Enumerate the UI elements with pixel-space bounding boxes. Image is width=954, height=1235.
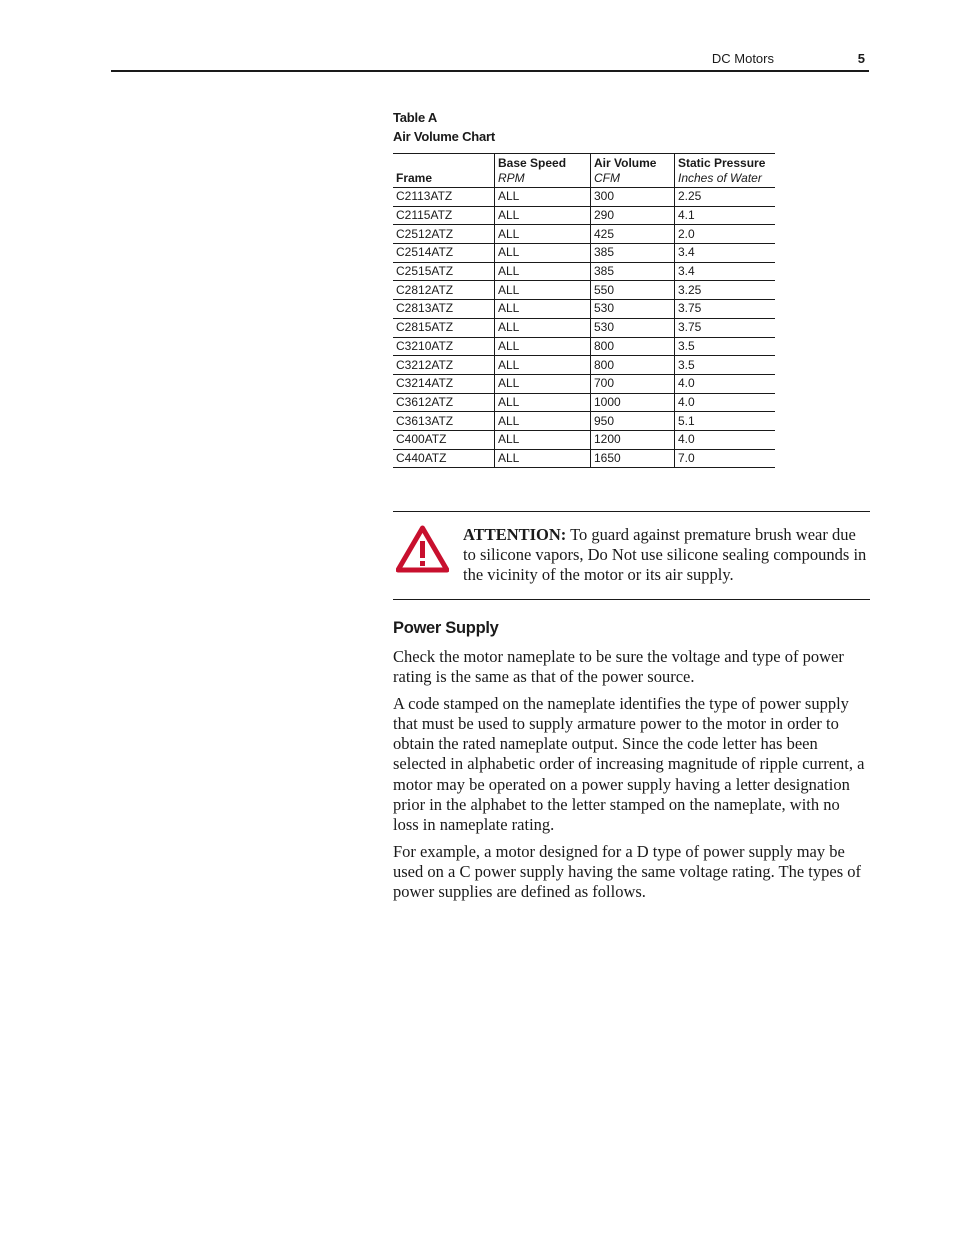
table-cell: 4.1 (675, 206, 776, 225)
table-cell: ALL (495, 281, 591, 300)
table-cell: 300 (591, 188, 675, 207)
table-body (393, 188, 775, 468)
table-cell: 3.25 (675, 281, 776, 300)
table-cell: 1000 (591, 393, 675, 412)
table-cell: 3.5 (675, 356, 776, 375)
paragraph: A code stamped on the nameplate identifies the type of power supply that must be used to supply armature power to the motor in order to obtain the rated nameplate output. Since the code letter has been selected in alphabetic order of increasing magnitude of ripple current, a motor may be operated on a power supply having a letter designation prior in the alphabet to the letter stamped on the nameplate, with no loss in nameplate rating. (393, 693, 865, 835)
column-header-frame (393, 154, 495, 188)
table-cell: C440ATZ (393, 449, 495, 468)
table-cell: 550 (591, 281, 675, 300)
column-header-static-pressure (675, 154, 776, 188)
table-caption-title: Air Volume Chart (393, 129, 496, 144)
table-cell: C2514ATZ (393, 244, 495, 263)
attention-top-rule (393, 511, 870, 512)
table-cell: 1200 (591, 430, 675, 449)
table-cell: 530 (591, 318, 675, 337)
table-cell: ALL (495, 318, 591, 337)
table-cell: ALL (495, 430, 591, 449)
table-row (393, 262, 775, 281)
column-header-label: Frame (396, 171, 433, 185)
table-cell: 5.1 (675, 412, 776, 431)
table-row (393, 281, 775, 300)
column-header-label: Air Volume (594, 156, 657, 170)
air-volume-table (393, 153, 775, 468)
page-number: 5 (857, 51, 865, 66)
attention-label: ATTENTION: (463, 525, 567, 544)
table-cell: 1650 (591, 449, 675, 468)
section-heading: Power Supply (393, 619, 499, 637)
table-cell: 4.0 (675, 430, 776, 449)
table-cell: C2812ATZ (393, 281, 495, 300)
table-cell: ALL (495, 412, 591, 431)
paragraph: Check the motor nameplate to be sure the voltage and type of power rating is the same as that of the power source. (393, 647, 844, 687)
table-cell: ALL (495, 449, 591, 468)
section-body (393, 647, 869, 909)
table-cell: C3210ATZ (393, 337, 495, 356)
table-cell: C400ATZ (393, 430, 495, 449)
table-cell: 2.0 (675, 225, 776, 244)
table-cell: ALL (495, 337, 591, 356)
warning-triangle-icon (396, 525, 449, 573)
table-cell: ALL (495, 244, 591, 263)
column-header-unit: RPM (498, 171, 525, 185)
table-cell: 3.4 (675, 262, 776, 281)
table-cell: 425 (591, 225, 675, 244)
table-cell: ALL (495, 188, 591, 207)
paragraph: For example, a motor designed for a D type of power supply may be used on a C power supply having the same voltage rating. The types of power supplies are defined as follows. (393, 841, 862, 902)
column-header-label: Static Pressure (678, 156, 766, 170)
table-cell: 950 (591, 412, 675, 431)
table-cell: C3612ATZ (393, 393, 495, 412)
column-header-unit: CFM (594, 171, 620, 185)
table-cell: 700 (591, 374, 675, 393)
table-cell: C2815ATZ (393, 318, 495, 337)
table-cell: 800 (591, 337, 675, 356)
column-header-unit: Inches of Water (678, 171, 762, 185)
column-header-air-volume (591, 154, 675, 188)
table-cell: ALL (495, 206, 591, 225)
table-cell: 4.0 (675, 393, 776, 412)
running-header-section: DC Motors (711, 51, 774, 66)
table-cell: C2113ATZ (393, 188, 495, 207)
table-cell: 3.5 (675, 337, 776, 356)
table-cell: 2.25 (675, 188, 776, 207)
table-cell: ALL (495, 356, 591, 375)
table-cell: C2813ATZ (393, 300, 495, 319)
table-row (393, 356, 775, 375)
table-cell: 800 (591, 356, 675, 375)
table-row (393, 374, 775, 393)
attention-message (463, 525, 868, 585)
table-cell: 290 (591, 206, 675, 225)
table-row (393, 337, 775, 356)
table-row (393, 393, 775, 412)
table-cell: C3613ATZ (393, 412, 495, 431)
column-header-base-speed (495, 154, 591, 188)
table-row (393, 206, 775, 225)
table-header-row (393, 154, 775, 188)
table-cell: 530 (591, 300, 675, 319)
header-rule (111, 70, 869, 72)
table-cell: C2515ATZ (393, 262, 495, 281)
table-caption (393, 108, 495, 146)
table-cell: 385 (591, 244, 675, 263)
table-row (393, 318, 775, 337)
table-cell: 385 (591, 262, 675, 281)
table-row (393, 188, 775, 207)
column-header-label: Base Speed (498, 156, 567, 170)
table-cell: 3.4 (675, 244, 776, 263)
table-row (393, 449, 775, 468)
table-row (393, 430, 775, 449)
table-cell: C3212ATZ (393, 356, 495, 375)
table-cell: ALL (495, 262, 591, 281)
table-cell: 4.0 (675, 374, 776, 393)
table-cell: ALL (495, 225, 591, 244)
table-row (393, 225, 775, 244)
table-cell: C2115ATZ (393, 206, 495, 225)
table-cell: ALL (495, 300, 591, 319)
table-row (393, 412, 775, 431)
table-row (393, 244, 775, 263)
table-caption-label: Table A (393, 110, 438, 125)
table-row (393, 300, 775, 319)
table-cell: 3.75 (675, 300, 776, 319)
attention-body: To guard against premature brush wear due to silicone vapors, Do Not use silicone sealing compounds in the vicinity of the motor or its air supply. (463, 525, 867, 584)
attention-bottom-rule (393, 599, 870, 600)
table-cell: 3.75 (675, 318, 776, 337)
table-cell: ALL (495, 393, 591, 412)
table-cell: 7.0 (675, 449, 776, 468)
table-cell: C3214ATZ (393, 374, 495, 393)
table-cell: C2512ATZ (393, 225, 495, 244)
table-cell: ALL (495, 374, 591, 393)
